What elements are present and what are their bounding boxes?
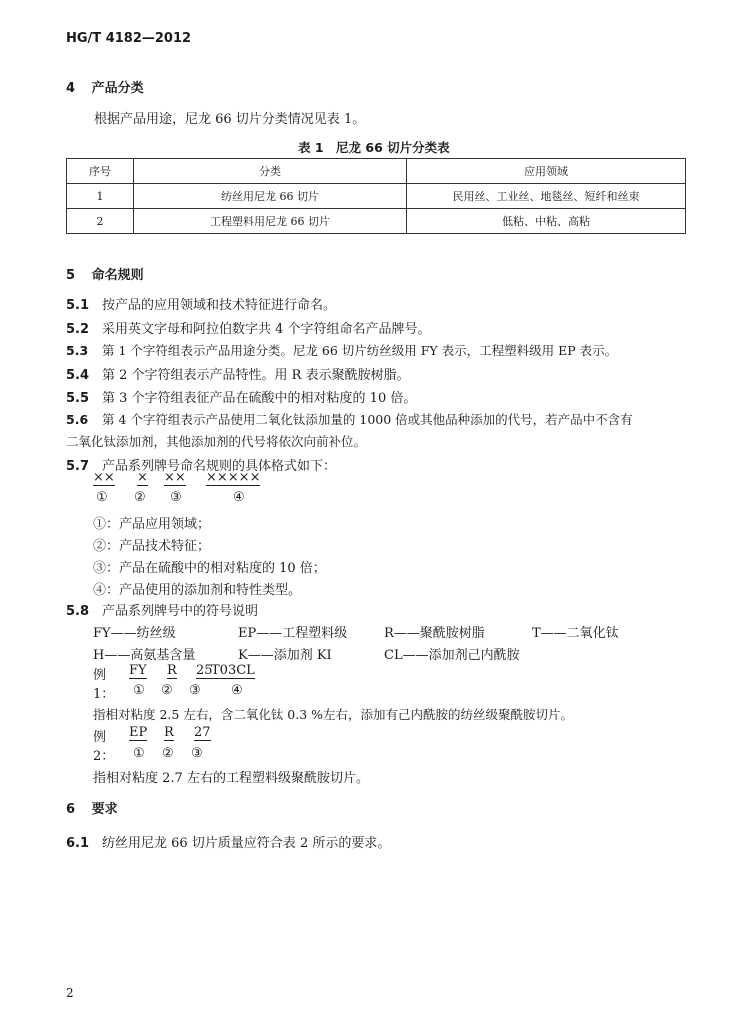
example-1-mark-1: ①	[133, 683, 145, 698]
table-header-cell: 序号	[67, 159, 134, 184]
format-mark-1: ①	[96, 490, 108, 505]
clause-number: 6.1	[66, 836, 90, 851]
section-5-title: 命名规则	[91, 268, 144, 283]
table-header-cell: 分类	[134, 159, 407, 184]
clause-text: 产品系列牌号命名规则的具体格式如下：	[102, 459, 337, 474]
format-mark-4: ④	[233, 490, 245, 505]
example-2-mark-1: ①	[133, 746, 145, 761]
example-2-description: 指相对粘度 2.7 左右的工程塑料级聚酰胺切片。	[93, 771, 369, 786]
clause-5-6	[66, 410, 633, 428]
standard-number: HG/T 4182—2012	[66, 31, 192, 46]
example-2-mark-3: ③	[191, 746, 203, 761]
format-legend-4: ④：产品使用的添加剂和特性类型。	[93, 583, 302, 598]
symbol-ep: EP——工程塑料级	[238, 626, 348, 641]
symbol-k: K——添加剂 KI	[238, 648, 332, 663]
symbol-t: T——二氧化钛	[532, 626, 619, 641]
classification-table	[66, 158, 686, 234]
page-number: 2	[66, 986, 74, 1000]
clause-5-6-continued: 二氧化钛添加剂，其他添加剂的代号将依次向前补位。	[66, 434, 367, 449]
example-2-code-2: R	[164, 725, 174, 740]
example-2-mark-2: ②	[162, 746, 174, 761]
section-4-title: 产品分类	[91, 81, 144, 96]
example-1-mark-3: ③	[189, 683, 201, 698]
table-cell: 纺丝用尼龙 66 切片	[134, 184, 407, 209]
clause-number: 5.3	[66, 343, 89, 358]
section-6-heading	[66, 798, 118, 817]
clause-text: 第 3 个字符组表征产品在硫酸中的相对粘度的 10 倍。	[102, 391, 417, 406]
table-header-row	[67, 159, 686, 184]
clause-5-4	[66, 364, 410, 383]
table-header-cell: 应用领域	[407, 159, 686, 184]
example-1-mark-2: ②	[161, 683, 173, 698]
example-2-code-3: 27	[194, 725, 211, 740]
example-2-label: 例 2：	[93, 730, 115, 764]
section-4-number: 4	[66, 81, 76, 96]
clause-text: 产品系列牌号中的符号说明	[102, 604, 259, 619]
table-row	[67, 184, 686, 209]
table-row	[67, 209, 686, 234]
clause-number: 5.7	[66, 459, 90, 474]
table-cell: 低粘、中粘、高粘	[407, 209, 686, 234]
clause-number: 5.2	[66, 322, 90, 337]
section-6-title: 要求	[91, 802, 118, 817]
format-legend-1: ①：产品应用领域；	[93, 517, 211, 532]
clause-5-5	[66, 387, 416, 406]
format-code-1: ××	[93, 470, 115, 485]
clause-text: 采用英文字母和阿拉伯数字共 4 个字符组命名产品牌号。	[102, 322, 431, 337]
clause-number: 5.6	[66, 412, 89, 427]
symbol-fy: FY——纺丝级	[93, 626, 176, 641]
clause-number: 5.4	[66, 368, 90, 383]
clause-number: 5.5	[66, 391, 90, 406]
table-cell: 2	[67, 209, 134, 234]
format-legend-2: ②：产品技术特征；	[93, 539, 211, 554]
example-1-code-4: T03CL	[211, 663, 255, 678]
section-5-number: 5	[66, 268, 76, 283]
clause-5-3	[66, 341, 617, 359]
table-cell: 民用丝、工业丝、地毯丝、短纤和丝束	[407, 184, 686, 209]
section-5-heading	[66, 264, 144, 283]
clause-text: 第 4 个字符组表示产品使用二氧化钛添加量的 1000 倍或其他品种添加的代号，若产品中不含有	[102, 412, 633, 427]
format-mark-2: ②	[134, 490, 146, 505]
clause-text: 第 1 个字符组表示产品用途分类。尼龙 66 切片纺丝级用 FY 表示，工程塑料级用 EP 表示。	[102, 343, 618, 358]
format-code-2: ×	[137, 470, 148, 485]
format-legend-3: ③：产品在硫酸中的相对粘度的 10 倍；	[93, 561, 326, 576]
clause-text: 纺丝用尼龙 66 切片质量应符合表 2 所示的要求。	[102, 836, 391, 851]
example-2-code-1: EP	[129, 725, 148, 740]
clause-5-1	[66, 294, 336, 313]
symbol-cl: CL——添加剂己内酰胺	[384, 648, 520, 663]
example-1-label: 例 1：	[93, 668, 115, 702]
section-6-number: 6	[66, 802, 76, 817]
symbol-r: R——聚酰胺树脂	[384, 626, 485, 641]
section-4-intro: 根据产品用途，尼龙 66 切片分类情况见表 1。	[94, 112, 366, 127]
example-1-code-2: R	[167, 663, 177, 678]
table-cell: 1	[67, 184, 134, 209]
clause-number: 5.8	[66, 604, 90, 619]
table-1-title: 表 1 尼龙 66 切片分类表	[298, 140, 450, 155]
format-code-4: ×××××	[206, 470, 261, 485]
clause-5-2	[66, 318, 431, 337]
example-1-description: 指相对粘度 2.5 左右，含二氧化钛 0.3 %左右，添加有己内酰胺的纺丝级聚酰胺切片。	[93, 707, 574, 722]
example-1-code-3: 25	[196, 663, 213, 678]
clause-text: 按产品的应用领域和技术特征进行命名。	[102, 298, 337, 313]
example-1-mark-4: ④	[231, 683, 243, 698]
clause-number: 5.1	[66, 298, 90, 313]
clause-5-8	[66, 600, 258, 619]
table-cell: 工程塑料用尼龙 66 切片	[134, 209, 407, 234]
section-4-heading	[66, 77, 144, 96]
symbol-h: H——高氨基含量	[93, 648, 196, 663]
format-code-3: ××	[164, 470, 186, 485]
example-1-code-1: FY	[129, 663, 147, 678]
format-mark-3: ③	[170, 490, 182, 505]
clause-text: 第 2 个字符组表示产品特性。用 R 表示聚酰胺树脂。	[102, 368, 410, 383]
clause-6-1	[66, 832, 390, 851]
